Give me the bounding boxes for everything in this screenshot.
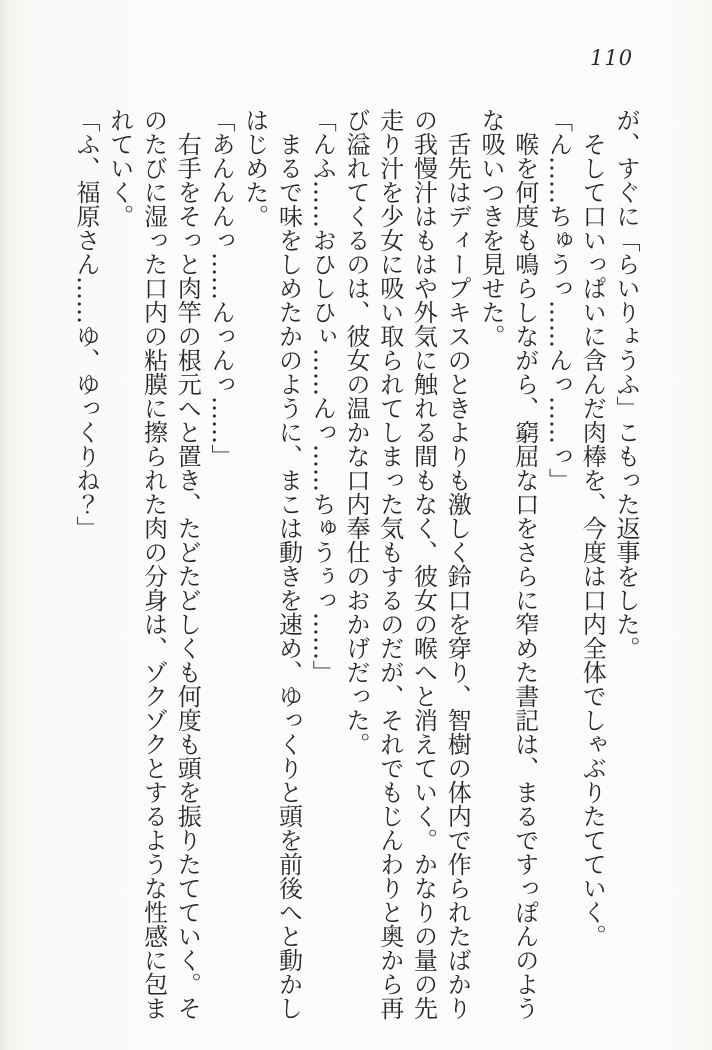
text-line: れていく。 (105, 108, 134, 228)
text-line: のたびに湿った口内の粘膜に擦られた肉の分身は、ゾクゾクとするような性感に包ま (139, 108, 168, 1020)
text-line: 右手をそっと肉竿の根元へと置き、たどたどしくも何度も頭を振りたてていく。そ (173, 132, 202, 1020)
text-line: まるで味をしめたかのように、まこは動きを速め、ゆっくりと頭を前後へと動かし (274, 132, 303, 1020)
text-line: 「ん……ちゅうっ……んっ……っ」 (544, 108, 573, 492)
page-number: 110 (590, 46, 634, 70)
text-line: が、すぐに「らいりょうふ」こもった返事をした。 (612, 108, 640, 660)
text-line: はじめた。 (240, 108, 269, 228)
text-line: 「ふ、福原さん……ゆ、ゆっくりね？」 (72, 108, 100, 540)
text-line: の我慢汁はもはや外気に触れる間もなく、彼女の喉へと消えていく。かなりの量の先 (409, 108, 438, 1020)
text-line: 舌先はディープキスのときよりも激しく鈴口を穿り、智樹の体内で作られたばかり (443, 132, 472, 1020)
text-line: 走り汁を少女に吸い取られてしまった気もするのだが、それでもじんわりと奥から再 (375, 108, 404, 1020)
body-text (68, 108, 642, 1020)
text-line: 「あんんんっ……んっんっ……」 (207, 108, 235, 468)
text-line: そして口いっぱいに含んだ肉棒を、今度は口内全体でしゃぶりたてていく。 (578, 132, 607, 948)
text-line: 「んふ……おひしひぃ……んっ……ちゅうぅっ……」 (308, 108, 337, 684)
text-line: び溢れてくるのは、彼女の温かな口内奉仕のおかげだった。 (342, 108, 370, 756)
text-line: な吸いつきを見せた。 (477, 108, 505, 348)
text-line: 喉を何度も鳴らしながら、窮屈な口をさらに窄めた書記は、まるですっぽんのよう (510, 132, 539, 1020)
